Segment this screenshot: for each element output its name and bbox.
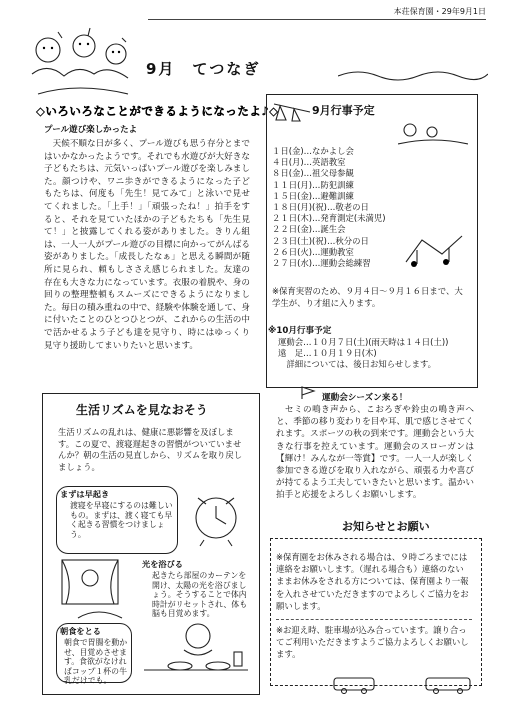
event-item: ２７日(水)…運動会総練習 [272,258,371,269]
october-item: 詳細については、後日お知らせします。 [278,359,437,370]
events-title: 9月行事予定 [312,104,375,117]
notice-item: ※保育園をお休みされる場合は、９時ごろまでには連絡をお願いします。（遅れる場合も）連絡のないままお休みをされる方については、保育園より一報を入れさせていただきますのでよろしくご協力をお願いします。 [276,552,469,611]
october-list [278,337,448,371]
tip-title-wake: まずは早起き [60,489,110,499]
sports-day-paragraph: セミの鳴き声から、こおろぎや鈴虫の鳴き声へと、季節の移り変わりを目や耳、肌で感じさせてくれます。スポーツの秋の到来です。運動会という大きな行事を控えています。運動会のスローガンは【輝け！みんなが一等賞】です。一人一人が楽しく参加できる遊びを取り入れながら、頑張る力や喜びが持てるよう工夫していきたいと思います。温かい拍手と応援をよろしくお願いします。 [276,405,474,501]
breakfast-table-icon [140,620,252,686]
event-item: １日(金)…なかよし会 [272,146,354,156]
rhythm-title: 生活リズムを見なおそう [76,403,208,417]
tip-title-breakfast: 朝食をとる [60,626,101,636]
sports-day-title: 運動会シーズン来る！ [322,393,408,403]
event-item: ８日(金)…祖父母参観 [272,168,354,179]
notice-divider [276,619,472,620]
clothesline-icon [272,98,312,138]
tip-body-wake: 渡寝を早寝にするのは難しいもの。まずは、渡く寝ても早く起きる習慣をつけましょう。 [70,501,173,539]
wave-decoration [338,66,488,82]
header-rule [148,19,486,20]
event-item: １５日(金)…避難訓練 [272,190,354,201]
notice-item: ※お迎え時、駐車場が込み合っています。譲り合ってご利用いただきますようご協力よろしくお願いします。 [276,625,469,660]
children-illustration [18,24,136,100]
practicum-note: ※保育実習のため、９月４日〜９月１６日まで、大学生が、り才組に入ります。 [272,286,463,308]
issue-title: 9月 てつなぎ [146,60,261,78]
tip-body-light: 起きたら部屋のカーテンを開け、太陽の光を浴びましょう。そうすることで体内時計がリセットされ、体も脳も目覚めます。 [152,571,248,619]
event-item: １８日(月)(祝)…敬老の日 [272,202,369,213]
october-item: 運動会…１０月７日(土)(雨天時は１４日(土)) [278,337,449,347]
music-notes-icon [402,232,468,272]
october-title: ※10月行事予定 [268,326,332,336]
growth-paragraph: 天候不順な日が多く、プール遊びも思う存分とまではいかなかったようです。それでも水遊びが大好きな子どもたちは、元気いっぱいプール遊びを楽しみました。顔つけや、ワニ歩きができるようになった子どもたちは、何度も「先生！見てみて」と泳いで見せてくれました。「上手！」「頑張ったね！」拍手をすると、それを見ていたほかの子どもたちも「先生見て！」と披露してくれる姿がありました。きりん組は、一人一人がプール遊びの目標に向かってがんばる姿がありました。「成長したなぁ」と思える瞬間が随所に見られ、頼もしささえ感じられました。友達の存在も大きな力になっています。衣服の着脱や、身の回りの整理整頓もスムーズにできるようになりました。毎日の積み重ねの中で、経験や体験を通して、身に付いたことのひとつひとつが、これからの生活の中で活かせるよう子ども達を見守り、時にはゆっくり見守り援助してまいりたいと思います。 [44,139,250,351]
event-item: ２２日(金)…誕生会 [272,224,346,235]
event-item: １１日(月)…防犯訓練 [272,179,354,190]
event-item: ４日(月)…英語教室 [272,157,346,168]
rhythm-intro: 生活リズムの乱れは、健康に悪影響を及ぼします。この夏で、渡寝遅起きの習慣がついていませんか？朝の生活の見直しから、リズムを取り戻しましょう。 [58,427,243,472]
issue-date: 本荘保育園・29年9月1日 [393,7,486,16]
tip-title-light: 光を浴びる [142,559,183,569]
bus-icon [330,676,480,694]
tip-body-breakfast: 朝食で胃腸を動かせ、目覚めさせます。食欲がなければコップ１杯の牛乳だけでも。 [64,638,128,686]
events-list [272,146,386,269]
event-item: ２６日(火)…運動教室 [272,246,354,257]
alarm-clock-icon [184,484,248,548]
growth-heading: ◇いろいろなことができるようになったよ♪◇ [36,104,279,118]
pool-subheading: プール遊び楽しかったよ [44,125,138,135]
flower-icon [398,118,468,146]
october-item: 遠 足…１０月１９日(木) [278,348,377,359]
event-item: ２１日(木)…発育測定(未満児) [272,213,386,224]
event-item: ２３日(土)(祝)…秋分の日 [272,235,369,246]
window-curtain-icon [58,556,138,622]
notice-title: お知らせとお願い [338,518,434,534]
flag-icon [300,386,318,400]
